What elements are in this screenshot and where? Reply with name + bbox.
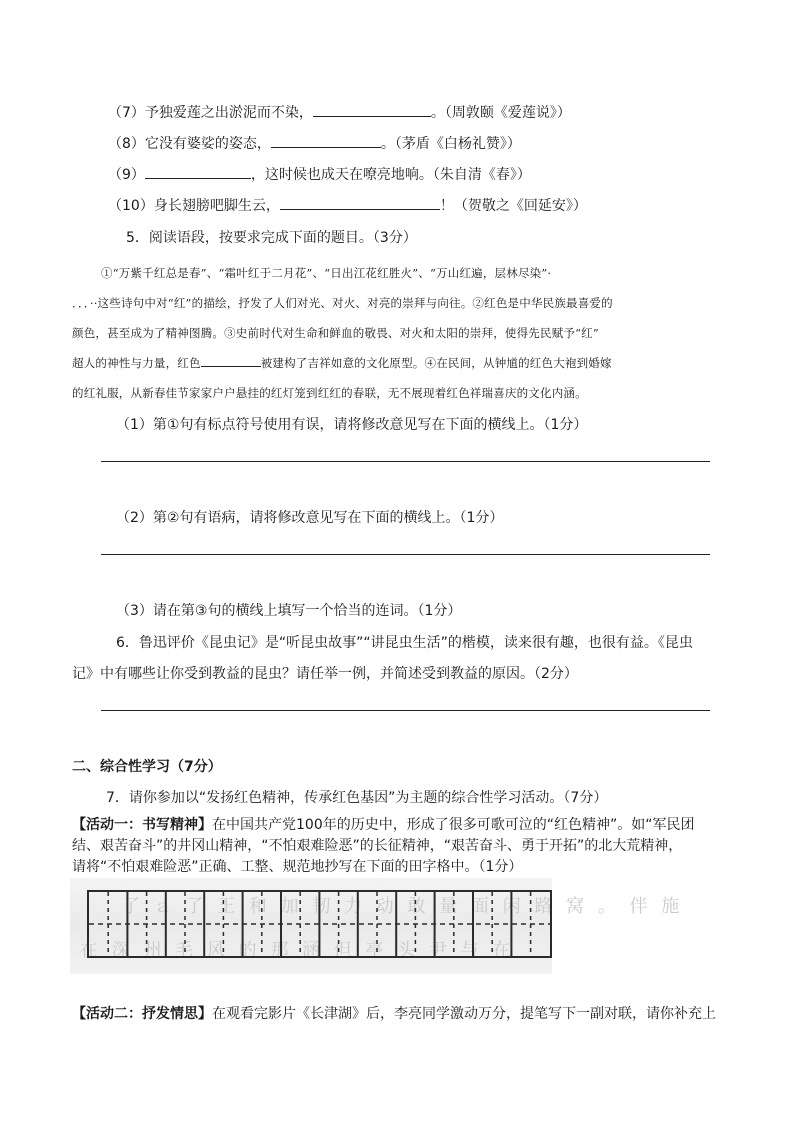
activity1-text: 在中国共产党100年的历史中，形成了很多可歌可泣的“红色精神”。如“军民团 xyxy=(212,817,695,833)
activity1-line: 请将“不怕艰难险恶”正确、工整、规范地抄写在下面的田字格中。（1分） xyxy=(72,859,523,875)
activity2-text: 在观看完影片《长津湖》后，李亮同学激动万分，提笔写下一副对联，请你补充上 xyxy=(212,1006,716,1022)
activity1-label: 【活动一：书写精神】 xyxy=(72,817,212,833)
q5-prompt: 5．阅读语段，按要求完成下面的题目。（3分） xyxy=(126,230,417,246)
q4-item-7-post: 。（周敦颐《爱莲说》） xyxy=(430,105,571,121)
answer-blank[interactable] xyxy=(271,133,381,148)
q4-item-9 xyxy=(108,164,531,185)
tianzige-grid[interactable] xyxy=(70,878,684,974)
grid-frame xyxy=(87,890,552,958)
q4-item-7 xyxy=(108,102,571,123)
q6-line1: 6．鲁迅评价《昆虫记》是“听昆虫故事”“讲昆虫生活”的楷模，读来很有趣，也很有益。《昆虫 xyxy=(116,635,693,651)
q6-line2: 记》中有哪些让你受到教益的昆虫？请任举一例，并简述受到教益的原因。（2分） xyxy=(72,666,578,682)
q5-sub3: （3）请在第③句的横线上填写一个恰当的连词。（1分） xyxy=(116,603,462,619)
answer-line[interactable] xyxy=(101,461,710,462)
q5-passage-line: ．．．··这些诗句中对“红”的描绘，抒发了人们对光、对火、对亮的崇拜与向往。②红色是中华民族最喜爱的 xyxy=(72,296,613,310)
conjunction-blank[interactable] xyxy=(201,354,261,367)
q5-passage-text: 被建构了吉祥如意的文化原型。④在民间，从钟馗的红色大袍到婚嫁 xyxy=(260,356,612,370)
q4-item-9-pre: （9） xyxy=(108,167,145,183)
faint-handwriting: 了 ａ 了 王 和 加 韧 力 动 敢 量 面 闲 路 窝 。 伴 施 xyxy=(122,896,684,917)
answer-line[interactable] xyxy=(101,710,710,711)
q5-passage-text: 超人的神性与力量，红色 xyxy=(72,356,201,370)
answer-line[interactable] xyxy=(101,554,710,555)
activity1-line xyxy=(72,815,694,835)
q4-item-8-pre: （8）它没有婆娑的姿态， xyxy=(108,136,271,152)
q4-item-10-post: ！（贺敬之《回延安》） xyxy=(439,198,587,214)
activity1-line: 结、艰苦奋斗”的井冈山精神，“不怕艰难险恶”的长征精神，“艰苦奋斗、勇于开拓”的北大荒精神， xyxy=(72,838,683,854)
q5-passage-line: 颜色，甚至成为了精神图腾。③史前时代对生命和鲜血的敬畏、对火和太阳的崇拜，使得先民赋予“红” xyxy=(72,326,599,340)
q5-passage-line: ①“万紫千红总是春”、“霜叶红于二月花”、“日出江花红胜火”、“万山红遍，层林尽染”· xyxy=(101,266,552,280)
grid-lines xyxy=(89,892,550,956)
answer-blank[interactable] xyxy=(280,195,440,210)
q4-item-10 xyxy=(108,195,587,216)
activity2-line xyxy=(72,1004,716,1024)
answer-blank[interactable] xyxy=(313,102,431,117)
q5-passage-line: 的红礼服，从新春佳节家家户户悬挂的红灯笼到红红的春联，无不展现着红色祥瑞喜庆的文化内涵。 xyxy=(72,386,587,400)
q4-item-8 xyxy=(108,133,521,154)
section-heading: 二、综合性学习（7分） xyxy=(72,759,222,775)
q7-prompt: 7．请你参加以“发扬红色精神，传承红色基因”为主题的综合性学习活动。（7分） xyxy=(106,790,608,806)
q4-item-10-pre: （10）身长翅膀吧脚生云， xyxy=(108,198,280,214)
q4-item-7-pre: （7）予独爱莲之出淤泥而不染， xyxy=(108,105,313,121)
q4-item-8-post: 。（茅盾《白杨礼赞》） xyxy=(380,136,521,152)
q4-item-9-post: ，这时候也成天在嘹亮地响。（朱自清《春》） xyxy=(250,167,531,183)
answer-blank[interactable] xyxy=(145,164,251,179)
q5-passage-line xyxy=(72,353,612,373)
q5-sub2: （2）第②句有语病，请将修改意见写在下面的横线上。（1分） xyxy=(116,510,504,526)
q5-sub1: （1）第①句有标点符号使用有误，请将修改意见写在下面的横线上。（1分） xyxy=(116,417,588,433)
activity2-label: 【活动二：抒发情思】 xyxy=(72,1006,212,1022)
faint-handwriting: 在 深 州 毛 风 的 那 涵 但 亭 头 尹 与 在 xyxy=(80,940,515,961)
